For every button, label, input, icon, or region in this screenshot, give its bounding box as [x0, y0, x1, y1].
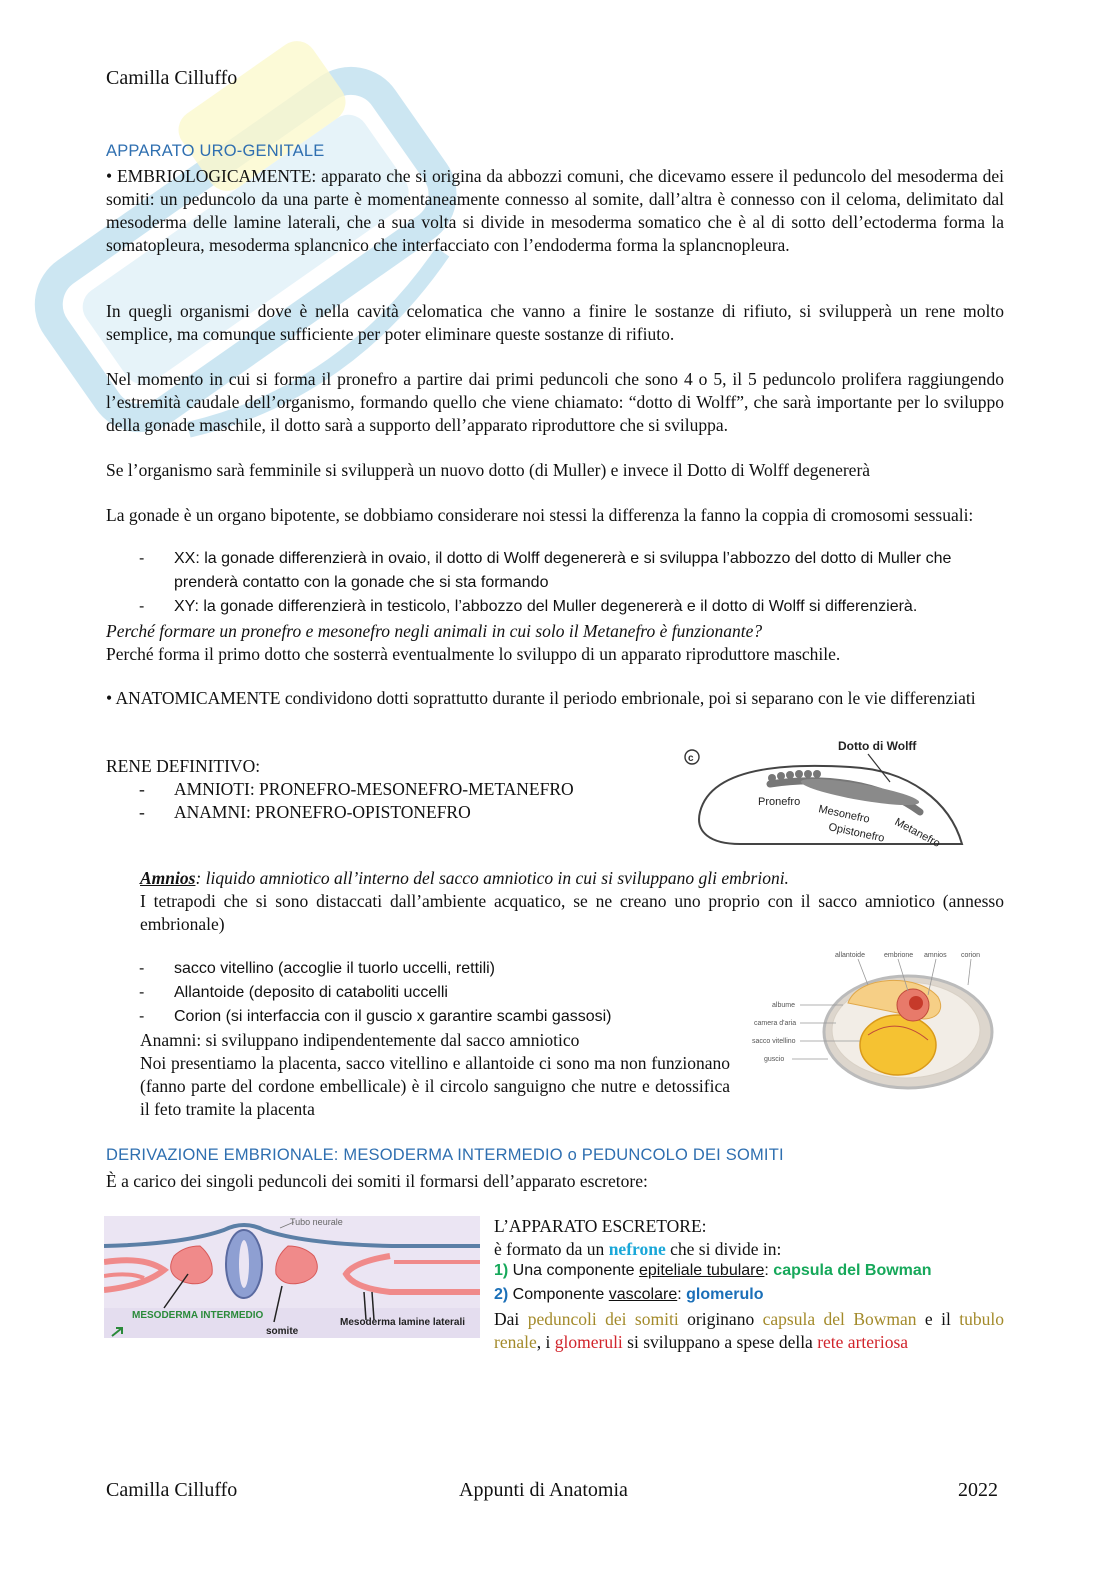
nefrone-word: nefrone: [608, 1239, 666, 1259]
glomerulo-highlight: glomerulo: [686, 1286, 764, 1303]
figure-dotto-wolff: [680, 732, 970, 860]
wolff-label-opistonefro: Opistonefro: [827, 821, 886, 845]
list-item-amnioti: - AMNIOTI: PRONEFRO-MESONEFRO-METANEFRO: [106, 778, 666, 801]
para-celoma: In quegli organismi dove è nella cavità celomatica che vanno a finire le sostanze di rifiuto, si svilupperà un rene molto semplice, ma comunque sufficiente per poter eliminare queste sostanze di rifiuto.: [106, 301, 1004, 344]
final-c: e il: [916, 1309, 960, 1329]
section-title-derivazione: DERIVAZIONE EMBRIONALE: MESODERMA INTERMEDIO o PEDUNCOLO DEI SOMITI: [106, 1146, 784, 1164]
question-text: Perché formare un pronefro e mesonefro negli animali in cui solo il Metanefro è funzionante?: [106, 621, 763, 641]
para-anatomicamente: • ANATOMICAMENTE condividono dotti soprattutto durante il periodo embrionale, poi si separano con le vie differenziati: [106, 688, 976, 708]
para-tetrapodi: I tetrapodi che si sono distaccati dall’ambiente acquatico, se ne creano uno proprio con il sacco amniotico (annesso embrionale): [140, 891, 1004, 934]
egg-label-camera-aria: camera d'aria: [754, 1020, 797, 1027]
item1-a: Una componente: [508, 1262, 639, 1279]
list-annessi: [106, 957, 746, 1029]
egg-label-embrione: embrione: [884, 952, 914, 959]
figure-uovo-svg: [748, 945, 998, 1093]
escretore-line-b: che si divide in:: [665, 1239, 782, 1259]
section-title-urogenitale: APPARATO URO-GENITALE: [106, 142, 325, 160]
header-author: Camilla Cilluffo: [106, 67, 238, 89]
escretore-line: [494, 1238, 1004, 1261]
wolff-letter-c: c: [688, 753, 694, 764]
list-item-xx: - XX: la gonade differenzierà in ovaio, il dotto di Wolff degenererà e si sviluppa l’abbozzo del dotto di Muller che prenderà contatto con la gonade che si sta formando: [106, 547, 1006, 595]
list-item-sacco-vitellino: - sacco vitellino (accoglie il tuorlo uccelli, rettili): [106, 957, 746, 981]
item2-ul: vascolare: [608, 1286, 678, 1303]
figure-uovo: [748, 945, 998, 1093]
item1-b: :: [764, 1262, 774, 1279]
escretore-item-1: [494, 1259, 1004, 1283]
somite-label-somite: somite: [266, 1326, 299, 1337]
para-gonade: La gonade è un organo bipotente, se dobbiamo considerare noi stessi la differenza la fanno la coppia di cromosomi sessuali:: [106, 505, 974, 525]
escretore-line-a: è formato da un: [494, 1239, 609, 1259]
final-peduncoli: peduncoli dei somiti: [527, 1309, 679, 1329]
wolff-label-mesonefro: Mesonefro: [817, 803, 871, 826]
footer-year: 2022: [958, 1479, 998, 1501]
final-capsula: capsula del Bowman: [762, 1309, 917, 1329]
list-cromosomi: [106, 547, 1006, 619]
list-item-xy: - XY: la gonade differenzierà in testicolo, l’abbozzo del Muller degenererà e il dotto di Wolff si differenzierà.: [106, 595, 1006, 619]
item2-a: Componente: [508, 1286, 609, 1303]
footer-title: Appunti di Anatomia: [459, 1479, 628, 1501]
list-rene: [106, 778, 666, 824]
embrio-text: apparato che si origina da abbozzi comuni, che dicevamo essere il peduncolo del mesoderma dei somiti: un peduncolo da una parte è momentaneamente connesso al somite, dall’altra è connesso con il celoma, delimitato dal mesoderma delle lamine laterali, che a sua volta si divide in mesoderma somatico che è al di sotto dell’ectoderma forma la somatopleura, mesoderma splancnico che interfacciato con l’endoderma forma la splancnopleura.: [106, 166, 1005, 255]
para-amnios: [140, 867, 1004, 890]
list-item-corion: - Corion (si interfaccia con il guscio x garantire scambi gassosi): [106, 1005, 746, 1029]
anamni-line: Anamni: si sviluppano indipendentemente dal sacco amniotico: [140, 1030, 580, 1050]
final-b: originano: [678, 1309, 763, 1329]
final-tubulo: tubulo renale: [494, 1309, 1005, 1352]
egg-label-corion: corion: [961, 952, 981, 959]
somite-label-tubo-neurale: Tubo neurale: [290, 1217, 343, 1227]
egg-label-allantoide: allantoide: [835, 952, 865, 959]
wolff-title: Dotto di Wolff: [838, 739, 917, 753]
item2-b: :: [677, 1286, 687, 1303]
final-a: Dai: [494, 1309, 528, 1329]
amnios-def: : liquido amniotico all’interno del sacco amniotico in cui si sviluppano gli embrioni.: [195, 868, 789, 888]
item1-ul: epiteliale tubulare: [638, 1262, 765, 1279]
para-muller: Se l’organismo sarà femminile si svilupperà un nuovo dotto (di Muller) e invece il Dotto di Wolff degenererà: [106, 460, 871, 480]
figure-somite: [104, 1216, 480, 1338]
escretore-final: [494, 1308, 1004, 1354]
somite-label-mesoderma-intermedio: MESODERMA INTERMEDIO: [132, 1310, 264, 1321]
egg-label-sacco-vitellino: sacco vitellino: [752, 1038, 796, 1045]
final-glomeruli: glomeruli: [554, 1332, 623, 1352]
item2-num: 2): [494, 1286, 509, 1303]
amnios-label: Amnios: [140, 868, 196, 888]
final-d: , i: [536, 1332, 555, 1352]
footer-author: Camilla Cilluffo: [106, 1479, 238, 1501]
rene-title: RENE DEFINITIVO:: [106, 756, 261, 776]
figure-somite-svg: [104, 1216, 480, 1338]
para-pronefro: Nel momento in cui si forma il pronefro a partire dai primi peduncoli che sono 4 o 5, il 5 peduncolo prolifera raggiungendo l’estremità caudale dell’organismo, formando quello che viene chiamato: “dotto di Wolff”, che sarà importante per lo sviluppo della gonade maschile, il dotto sarà a supporto dell’apparato riproduttore che si sviluppa.: [106, 369, 1004, 435]
item1-num: 1): [494, 1262, 509, 1279]
final-rete: rete arteriosa: [817, 1332, 909, 1352]
capsula-bowman-highlight: capsula del Bowman: [773, 1262, 932, 1279]
list-item-anamni: - ANAMNI: PRONEFRO-OPISTONEFRO: [106, 801, 666, 824]
answer-text: Perché forma il primo dotto che sosterrà eventualmente lo sviluppo di un apparato riproduttore maschile.: [106, 644, 841, 664]
escretore-title: L’APPARATO ESCRETORE:: [494, 1216, 707, 1236]
wolff-label-metanefro: Metanefro: [892, 816, 942, 850]
escretore-item-2: [494, 1283, 1004, 1307]
egg-label-guscio: guscio: [764, 1056, 785, 1063]
figure-dotto-wolff-svg: [680, 732, 970, 860]
para-placenta: Noi presentiamo la placenta, sacco vitellino e allantoide ci sono ma non funzionano (fanno parte del cordone embellicale) è il circolo sanguigno che nutre e detossifica il feto tramite la placenta: [140, 1053, 730, 1119]
final-e: si sviluppano a spese della: [622, 1332, 818, 1352]
egg-label-amnios: amnios: [924, 952, 947, 959]
para-escretore-intro: È a carico dei singoli peduncoli dei somiti il formarsi dell’apparato escretore:: [106, 1171, 648, 1191]
somite-label-lamine-laterali: Mesoderma lamine laterali: [340, 1317, 466, 1328]
egg-label-albume: albume: [772, 1002, 795, 1009]
para-embriologicamente: [106, 165, 1004, 257]
wolff-label-pronefro: Pronefro: [758, 796, 801, 808]
embrio-label: • EMBRIOLOGICAMENTE:: [106, 166, 317, 186]
list-item-allantoide: - Allantoide (deposito di cataboliti uccelli: [106, 981, 746, 1005]
